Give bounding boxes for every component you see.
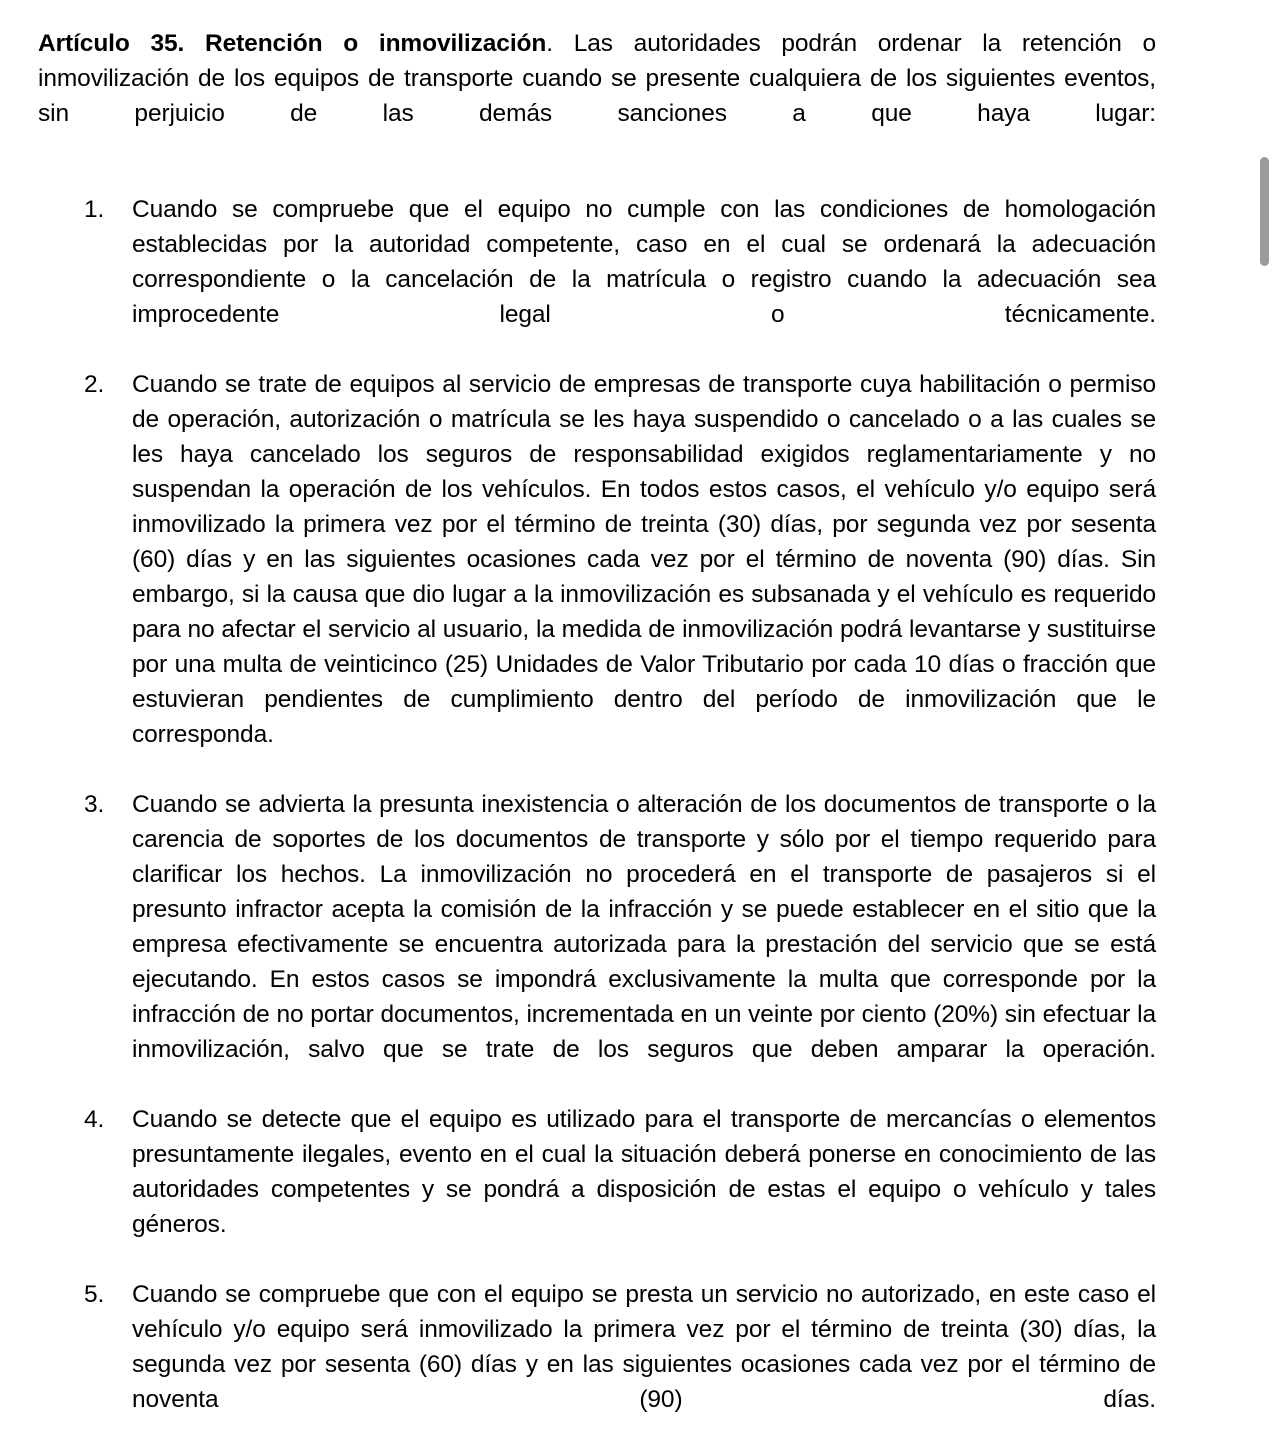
list-item (38, 367, 1156, 787)
article-intro-text: . Las autoridades podrán ordenar la retención o inmovilización de los equipos de transporte cuando se presente cualquiera de los siguientes eventos, sin perjuicio de las demás sanciones a que haya lugar: (38, 30, 1157, 127)
list-item (38, 192, 1156, 367)
list-item-text: Cuando se compruebe que el equipo no cumple con las condiciones de homologación establecidas por la autoridad competente, caso en el cual se ordenará la adecuación correspondiente o la cancelación de la matrícula o registro cuando la adecuación sea improcedente legal o técnicamente. (132, 196, 1156, 328)
list-item (38, 1277, 1156, 1452)
vertical-scrollbar[interactable] (1252, 0, 1274, 1279)
list-item-marker: 4. (84, 1106, 105, 1133)
list-item-marker: 2. (84, 371, 105, 398)
scrollbar-thumb[interactable] (1260, 157, 1269, 266)
list-item-marker: 5. (84, 1281, 105, 1308)
list-item-marker: 1. (84, 196, 105, 223)
document-text-body (38, 26, 1156, 1452)
list-item-text: Cuando se compruebe que con el equipo se presta un servicio no autorizado, en este caso el vehículo y/o equipo será inmovilizado la primera vez por el término de treinta (30) días, la segunda vez por sesenta (60) días y en las siguientes ocasiones cada vez por el término de noventa (90) días. (132, 1281, 1156, 1413)
article-heading: Artículo 35. Retención o inmovilización (38, 30, 547, 57)
list-item-text: Cuando se detecte que el equipo es utilizado para el transporte de mercancías o elementos presuntamente ilegales, evento en el cual la situación deberá ponerse en conocimiento de las autoridades competentes y se pondrá a disposición de estas el equipo o vehículo y tales géneros. (132, 1106, 1156, 1238)
list-item (38, 787, 1156, 1102)
list-item-marker: 3. (84, 791, 105, 818)
list-item (38, 1102, 1156, 1277)
list-item-text: Cuando se trate de equipos al servicio de empresas de transporte cuya habilitación o permiso de operación, autorización o matrícula se les haya suspendido o cancelado o a las cuales se les haya cancelado los seguros de responsabilidad exigidos reglamentariamente y no suspendan la operación de los vehículos. En todos estos casos, el vehículo y/o equipo será inmovilizado la primera vez por el término de treinta (30) días, por segunda vez por sesenta (60) días y en las siguientes ocasiones cada vez por el término de noventa (90) días. Sin embargo, si la causa que dio lugar a la inmovilización es subsanada y el vehículo es requerido para no afectar el servicio al usuario, la medida de inmovilización podrá levantarse y sustituirse por una multa de veinticinco (25) Unidades de Valor Tributario por cada 10 días o fracción que estuvieran pendientes de cumplimiento dentro del período de inmovilización que le corresponda. (132, 371, 1156, 748)
article-intro-paragraph (38, 26, 1156, 166)
numbered-list (38, 192, 1156, 1452)
list-item-text: Cuando se advierta la presunta inexistencia o alteración de los documentos de transporte o la carencia de soportes de los documentos de transporte y sólo por el tiempo requerido para clarificar los hechos. La inmovilización no procederá en el transporte de pasajeros si el presunto infractor acepta la comisión de la infracción y se puede establecer en el sitio que la empresa efectivamente se encuentra autorizada para la prestación del servicio que se está ejecutando. En estos casos se impondrá exclusivamente la multa que corresponde por la infracción de no portar documentos, incrementada en un veinte por ciento (20%) sin efectuar la inmovilización, salvo que se trate de los seguros que deben amparar la operación. (132, 791, 1156, 1063)
